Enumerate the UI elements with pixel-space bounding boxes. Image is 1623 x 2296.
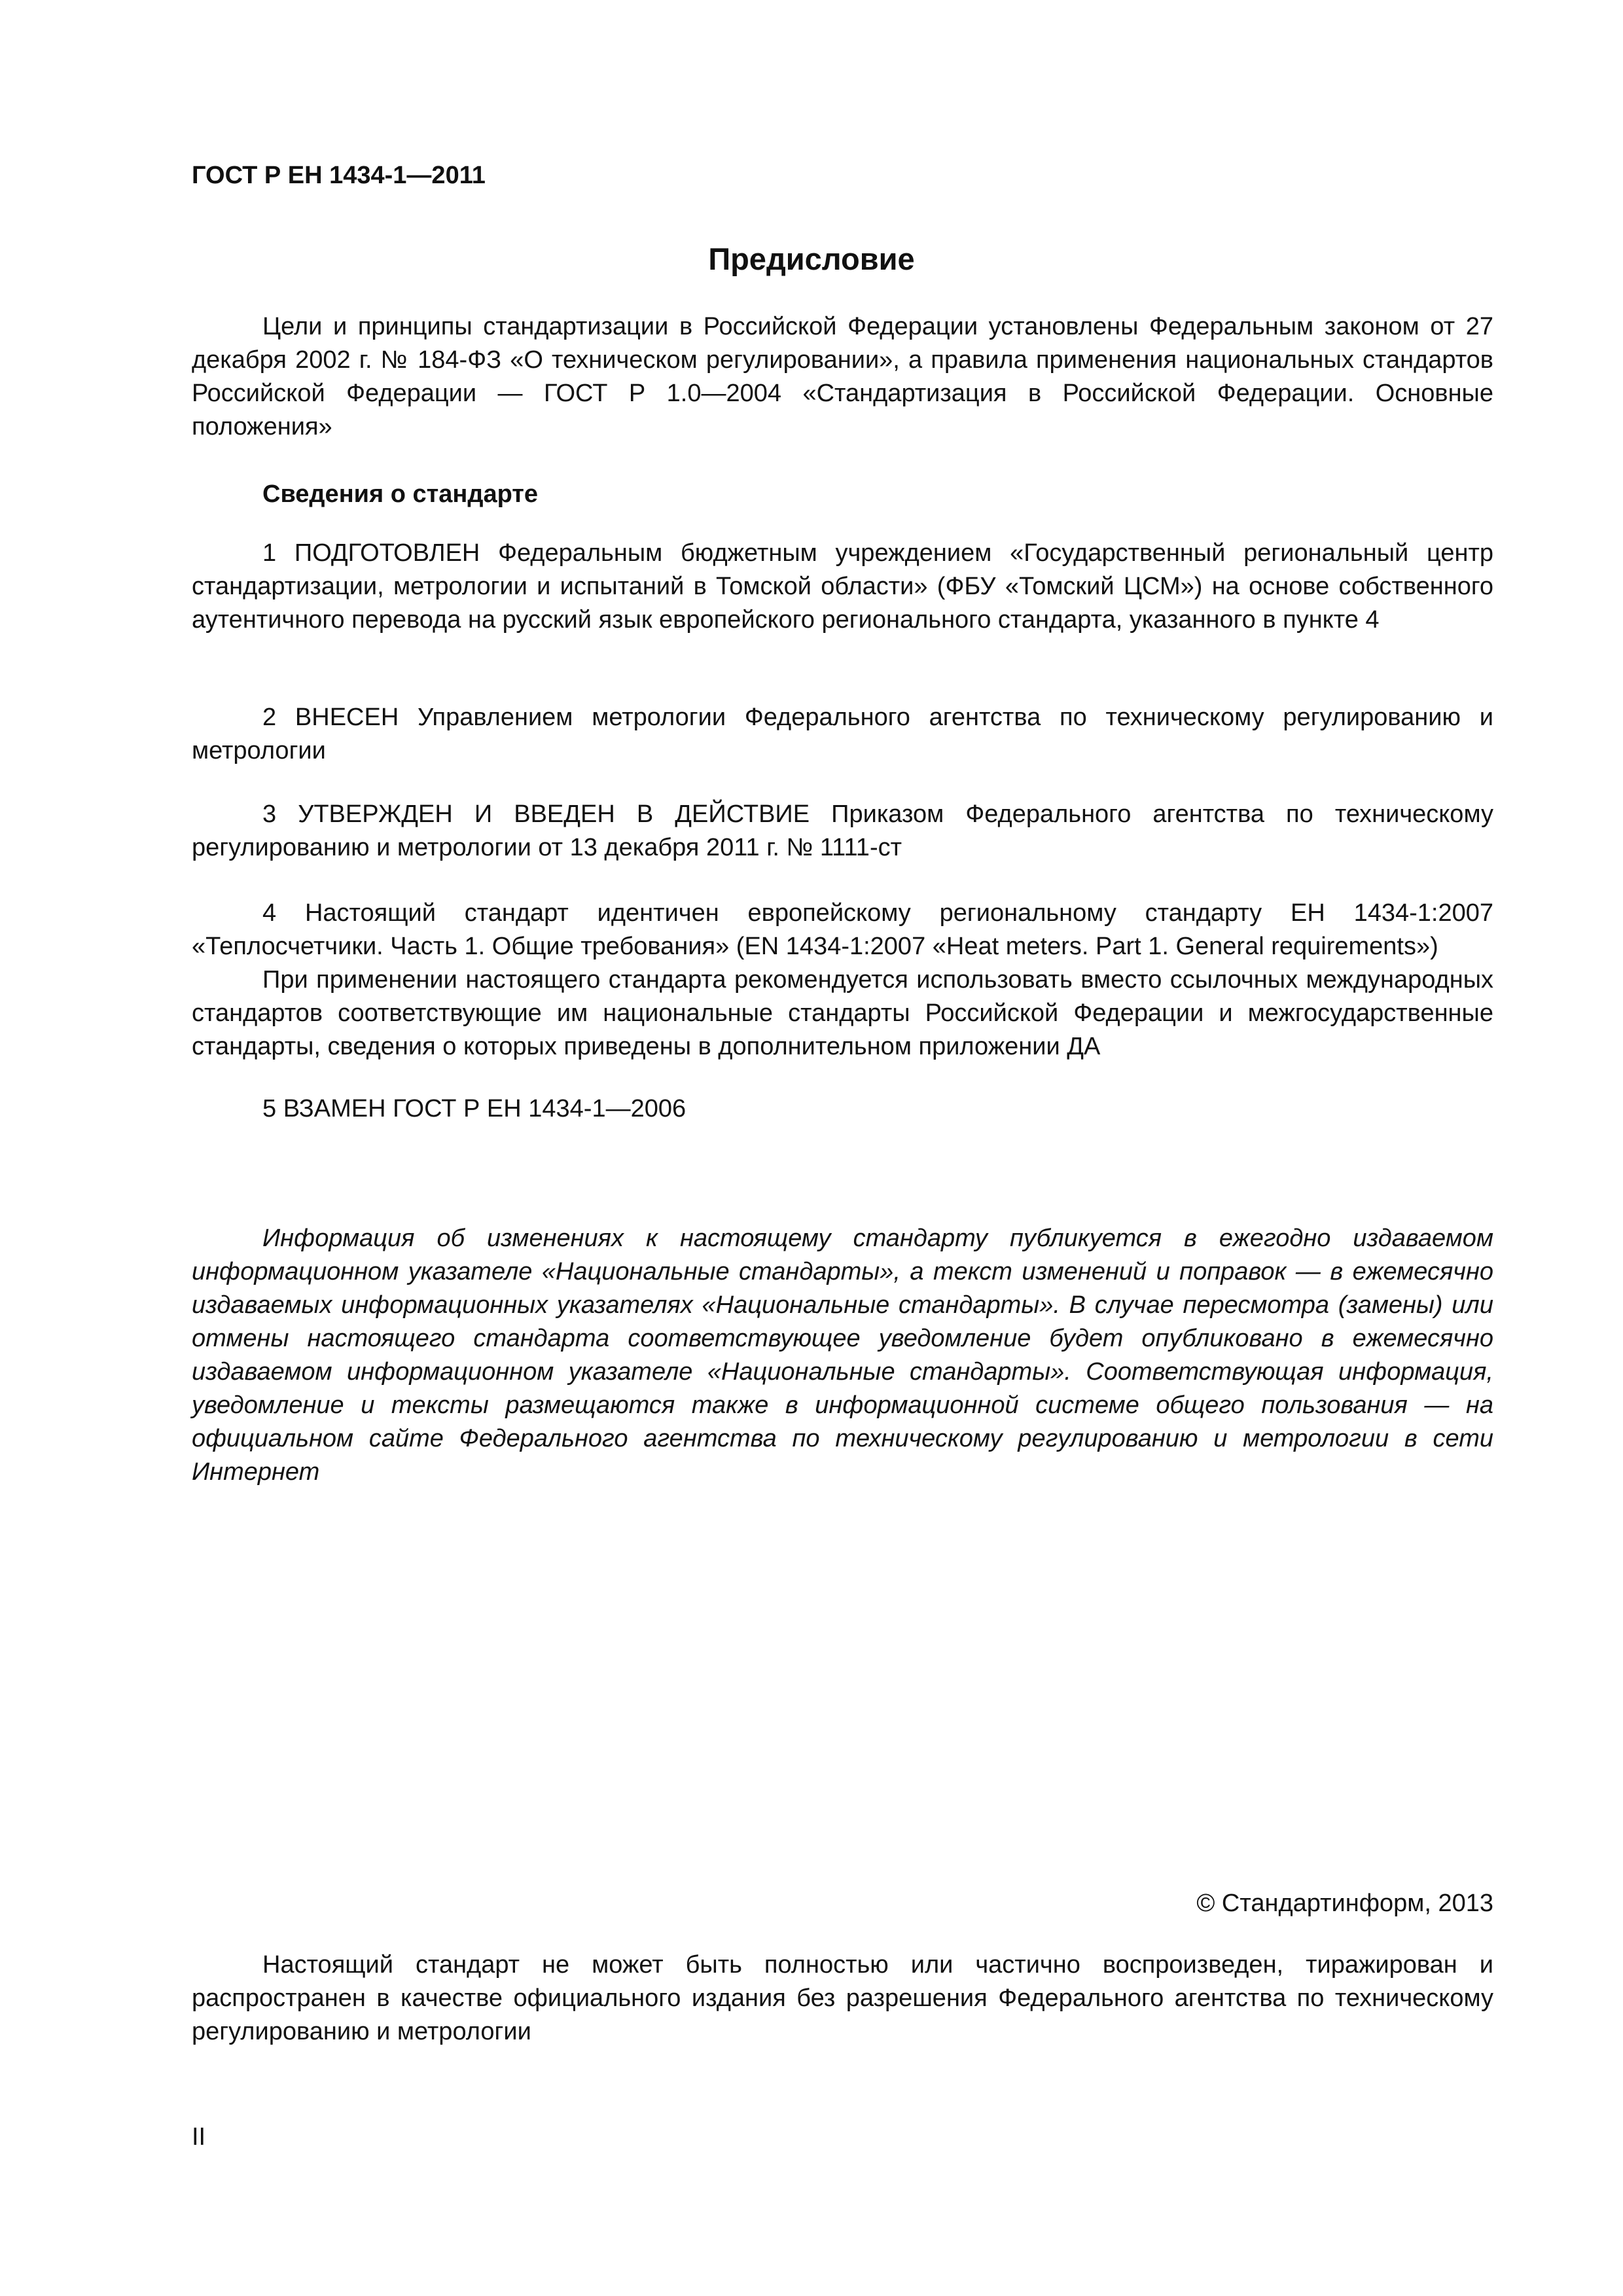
changes-information-paragraph: Информация об изменениях к настоящему стандарту публикуется в ежегодно издаваемом информационном указателе «Национальные стандарты», а текст изменений и поправок — в ежемесячно издаваемых информационных указателях «Национальные стандарты». В случае пересмотра (замены) или отмены настоящего стандарта соответствующее уведомление будет опубликовано в ежемесячно издаваемом информационном указателе «Национальные стандарты». Соответствующая информация, уведомление и тексты размещаются также в информационной системе общего пользования — на официальном сайте Федерального агентства по техническому регулированию и метрологии в сети Интернет	[192, 1225, 1493, 1486]
info-item-1-prepared: 1 ПОДГОТОВЛЕН Федеральным бюджетным учреждением «Государственный региональный центр стандартизации, метрологии и испытаний в Томской области» (ФБУ «Томский ЦСМ») на основе собственного аутентичного перевода на русский язык европейского регионального стандарта, указанного в пункте 4	[192, 539, 1493, 634]
info-item-4-identical: 4 Настоящий стандарт идентичен европейскому региональному стандарту ЕН 1434-1:2007 «Теплосчетчики. Часть 1. Общие требования» (EN 1434-1:2007 «Heat meters. Part 1. General requirements»)	[192, 899, 1493, 960]
reproduction-notice: Настоящий стандарт не может быть полностью или частично воспроизведен, тиражирован и распространен в качестве официального издания без разрешения Федерального агентства по техническому регулированию и метрологии	[192, 1951, 1493, 2045]
info-item-4-application-note: При применении настоящего стандарта рекомендуется использовать вместо ссылочных международных стандартов соответствующие им национальные стандарты Российской Федерации и межгосударственные стандарты, сведения о которых приведены в дополнительном приложении ДА	[192, 966, 1493, 1060]
info-item-5-replaces: 5 ВЗАМЕН ГОСТ Р ЕН 1434-1—2006	[262, 1095, 687, 1122]
info-item-2-submitted: 2 ВНЕСЕН Управлением метрологии Федерального агентства по техническому регулированию и метрологии	[192, 704, 1493, 764]
page-number: II	[192, 2123, 206, 2151]
copyright-notice: © Стандартинформ, 2013	[1196, 1890, 1493, 1917]
document-code-header: ГОСТ Р ЕН 1434-1—2011	[192, 162, 486, 189]
preface-intro-paragraph: Цели и принципы стандартизации в Российской Федерации установлены Федеральным законом от 27 декабря 2002 г. № 184-ФЗ «О техническом регулировании», а правила применения национальных стандартов Российской Федерации — ГОСТ Р 1.0—2004 «Стандартизация в Российской Федерации. Основные положения»	[192, 313, 1493, 440]
info-item-3-approved: 3 УТВЕРЖДЕН И ВВЕДЕН В ДЕЙСТВИЕ Приказом Федерального агентства по техническому регулированию и метрологии от 13 декабря 2011 г. № 1111-ст	[192, 800, 1493, 861]
page-title: Предисловие	[708, 242, 915, 276]
standard-info-heading: Сведения о стандарте	[262, 480, 539, 508]
